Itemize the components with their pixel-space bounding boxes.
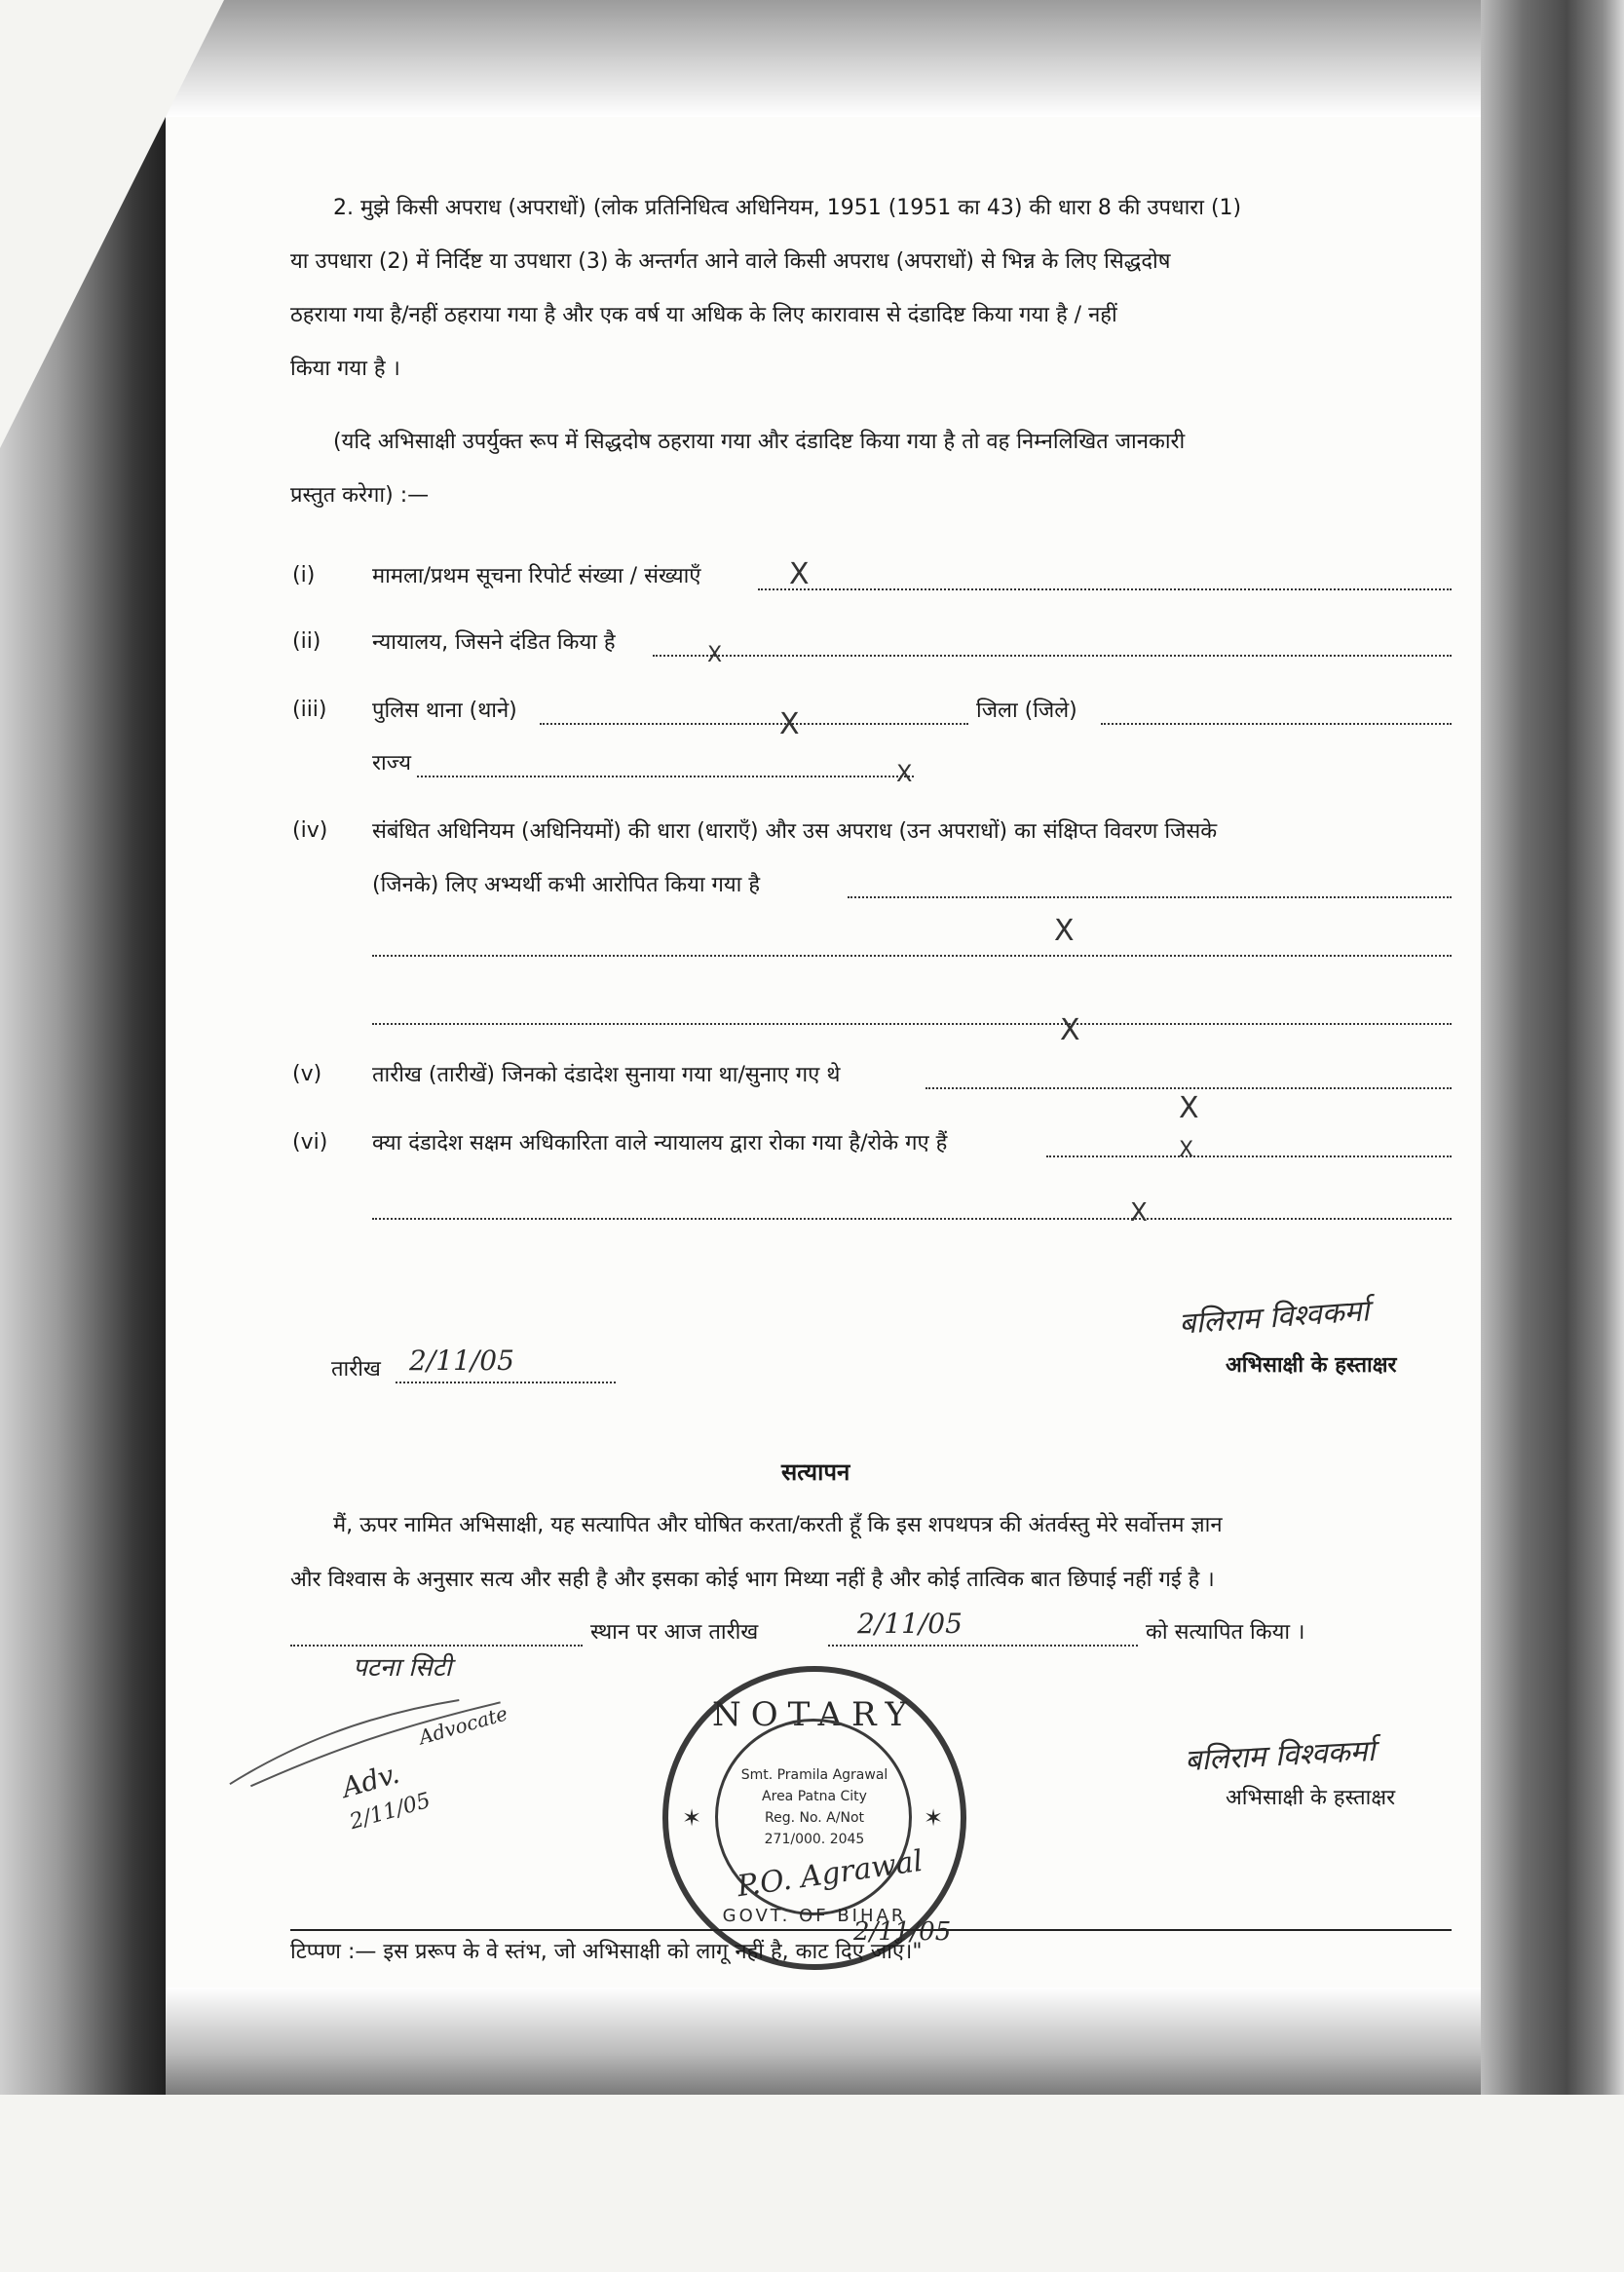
verification-line1: मैं, ऊपर नामित अभिसाक्षी, यह सत्यापित और घोषित करता/करती हूँ कि इस शपथपत्र की अंतर्वस्तु मेरे सर्वोत्तम ज्ञान (333, 1513, 1223, 1537)
scan-shadow-top (166, 0, 1481, 117)
date-handwritten: 2/11/05 (857, 1608, 963, 1640)
para1-line4: किया गया है । (290, 357, 400, 381)
fill-line (758, 588, 1452, 590)
place-handwritten: पटना सिटी (353, 1653, 452, 1683)
scan-shadow-bottom (166, 1988, 1481, 2095)
advocate-date: 2/11/05 (347, 1788, 434, 1836)
item-label: न्यायालय, जिसने दंडित किया है (372, 630, 616, 655)
fill-line (653, 655, 1452, 657)
para1-line2: या उपधारा (2) में निर्दिष्ट या उपधारा (3) के अन्तर्गत आने वाले किसी अपराध (अपराधों) से भिन्न के लिए सिद्धदोष (290, 249, 1171, 274)
item-number: (iii) (292, 698, 327, 722)
date-handwritten: 2/11/05 (409, 1344, 514, 1377)
affidavit-page (166, 117, 1481, 1988)
fill-line (372, 955, 1452, 957)
police-station-fill (540, 723, 968, 725)
fill-line (1046, 1155, 1452, 1157)
item-label: क्या दंडादेश सक्षम अधिकारिता वाले न्यायालय द्वारा रोका गया है/रोके गए हैं (372, 1131, 948, 1155)
strike-mark: X (1060, 1013, 1080, 1047)
strike-mark: X (1130, 1198, 1148, 1228)
strike-mark: X (789, 557, 810, 591)
signature-caption: अभिसाक्षी के हस्ताक्षर (1226, 1353, 1397, 1378)
district-label: जिला (जिले) (976, 699, 1077, 723)
notary-date: 2/11/05 (853, 1917, 952, 1947)
strike-mark: X (1054, 914, 1075, 948)
item-line2: (जिनके) लिए अभ्यर्थी कभी आरोपित किया गया है (372, 873, 761, 897)
advocate-side-text: Advocate (416, 1701, 510, 1750)
verification-heading: सत्यापन (781, 1458, 850, 1486)
footer-rule (290, 1929, 1452, 1931)
signature-caption: अभिसाक्षी के हस्ताक्षर (1226, 1786, 1396, 1810)
place-fill (290, 1645, 583, 1647)
strike-mark: X (779, 707, 800, 741)
notary-stamp (662, 1666, 966, 1970)
deponent-signature: बलिराम विश्वकर्मा (1184, 1733, 1377, 1779)
notary-signature: P.O. Agrawal (735, 1843, 925, 1905)
para2-line1: (यदि अभिसाक्षी उपर्युक्त रूप में सिद्धदोष ठहराया गया और दंडादिष्ट किया गया है तो वह निम्नलिखित जानकारी (333, 430, 1186, 454)
district-fill (1101, 723, 1452, 725)
notary-title: NOTARY (712, 1695, 917, 1734)
item-number: (i) (292, 563, 316, 587)
date-fill (828, 1645, 1138, 1647)
item-number: (vi) (292, 1130, 328, 1155)
strike-mark: X (1179, 1138, 1194, 1162)
date-fill (396, 1382, 616, 1383)
place-text: स्थान पर आज तारीख (590, 1620, 759, 1645)
item-label: मामला/प्रथम सूचना रिपोर्ट संख्या / संख्याएँ (372, 564, 701, 588)
para2-line2: प्रस्तुत करेगा) :— (290, 483, 430, 508)
item-number: (iv) (292, 818, 328, 843)
fill-line (372, 1218, 1452, 1220)
item-number: (v) (292, 1062, 322, 1086)
strike-mark: X (707, 643, 723, 667)
state-fill (417, 776, 914, 777)
verification-line2: और विश्वास के अनुसार सत्य और सही है और इसका कोई भाग मिथ्या नहीं है और कोई तात्विक बात छिपाई नहीं गई है । (290, 1568, 1215, 1592)
notary-govt: GOVT. OF BIHAR (722, 1906, 907, 1926)
notary-reg: Reg. No. A/Not (764, 1810, 864, 1826)
police-station-label: पुलिस थाना (थाने) (372, 699, 517, 723)
advocate-stamp (209, 1647, 608, 1900)
verification-end: को सत्यापित किया । (1146, 1620, 1305, 1645)
notary-reg-no: 271/000. 2045 (764, 1832, 865, 1847)
item-label: तारीख (तारीखें) जिनको दंडादेश सुनाया गया था/सुनाए गए थे (372, 1063, 841, 1087)
notary-area: Area Patna City (762, 1789, 867, 1804)
date-label: तारीख (331, 1357, 381, 1382)
strike-mark: X (1179, 1091, 1199, 1125)
scan-shadow-right (1481, 0, 1624, 2095)
advocate-label: Adv. (338, 1757, 403, 1804)
fill-line (372, 1023, 1452, 1025)
state-label: राज्य (372, 751, 412, 776)
strike-mark: X (896, 760, 913, 787)
para1-line3: ठहराया गया है/नहीं ठहराया गया है और एक वर्ष या अधिक के लिए कारावास से दंडादिष्ट किया गया है / नहीं (290, 303, 1117, 327)
notary-name: Smt. Pramila Agrawal (740, 1767, 888, 1783)
footer-note: टिप्पण :— इस प्ररूप के वे स्तंभ, जो अभिसाक्षी को लागू नहीं है, काट दिए जाएँ।" (290, 1940, 923, 1964)
item-number: (ii) (292, 629, 321, 654)
fill-line (848, 896, 1452, 898)
para1-line1: 2. मुझे किसी अपराध (अपराधों) (लोक प्रतिनिधित्व अधिनियम, 1951 (1951 का 43) की धारा 8 की उपधारा (1) (333, 196, 1242, 220)
star-icon: ✶ (924, 1804, 944, 1832)
deponent-signature: बलिराम विश्वकर्मा (1178, 1294, 1371, 1342)
item-line1: संबंधित अधिनियम (अधिनियमों) की धारा (धाराएँ) और उस अपराध (उन अपराधों) का संक्षिप्त विवरण जिसके (372, 819, 1218, 844)
star-icon: ✶ (682, 1804, 702, 1832)
fill-line (925, 1087, 1452, 1089)
